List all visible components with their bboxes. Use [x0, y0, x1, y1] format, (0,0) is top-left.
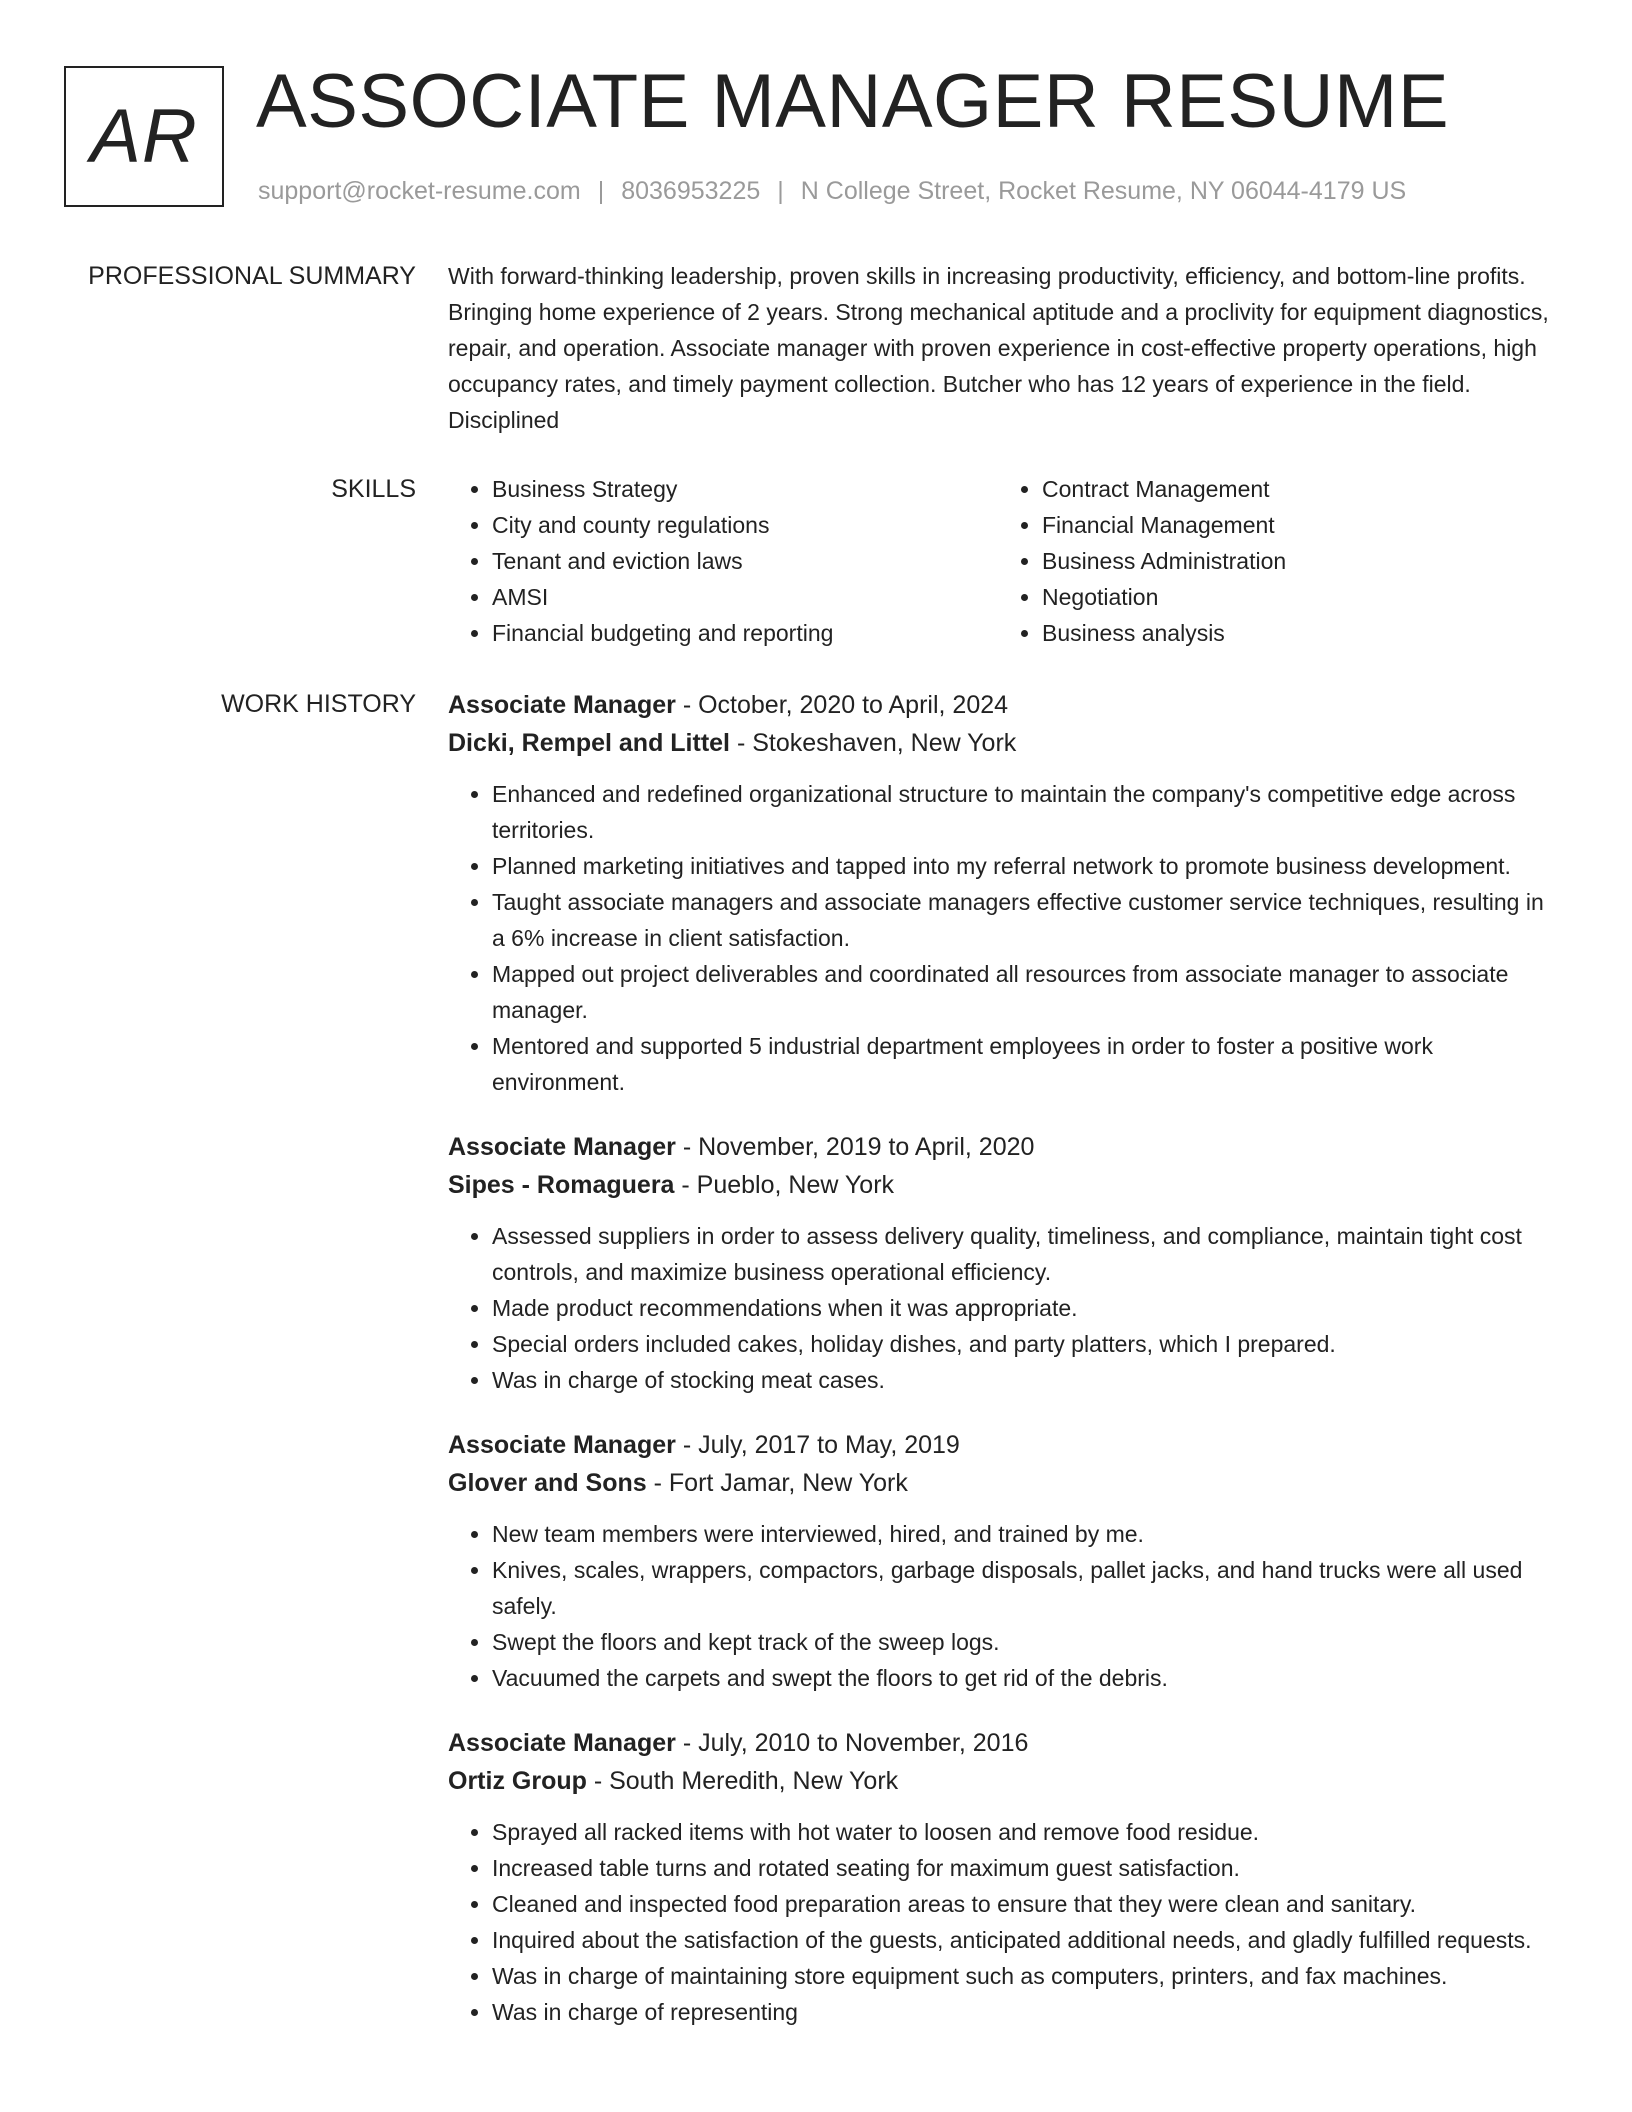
job-bullet: • Taught associate managers and associate managers effective customer service techniques, resulting in a 6% increase in client satisfaction. [492, 884, 1560, 956]
skills-list-right [998, 471, 1286, 651]
section-label-skills: SKILLS [331, 475, 416, 503]
work-history-section [448, 686, 1560, 2058]
job-company-line [448, 1464, 1560, 1502]
skill-item: • Business analysis [1042, 615, 1286, 651]
section-label-summary: PROFESSIONAL SUMMARY [88, 262, 416, 290]
job-bullets [448, 1814, 1560, 2030]
job-location: - Stokeshaven, New York [730, 729, 1017, 757]
contact-separator: | [597, 177, 605, 205]
skills-list-left [448, 471, 998, 651]
job-dates: - October, 2020 to April, 2024 [675, 691, 1009, 719]
job-bullet: • Knives, scales, wrappers, compactors, garbage disposals, pallet jacks, and hand trucks were all used safely. [492, 1552, 1560, 1624]
job-location: - Pueblo, New York [674, 1171, 895, 1199]
skill-item: • AMSI [492, 579, 998, 615]
job-title: Associate Manager [448, 691, 676, 719]
skills-section [448, 471, 1560, 651]
job-title-line [448, 1128, 1560, 1166]
job-bullet: • Was in charge of representing [492, 1994, 1560, 2030]
skill-item: • Financial Management [1042, 507, 1286, 543]
job-bullet: • Vacuumed the carpets and swept the floors to get rid of the debris. [492, 1660, 1560, 1696]
job-company-line [448, 1762, 1560, 1800]
skill-item: • Tenant and eviction laws [492, 543, 998, 579]
skills-columns [448, 471, 1560, 651]
job-title: Associate Manager [448, 1133, 676, 1161]
job-bullet: • Swept the floors and kept track of the sweep logs. [492, 1624, 1560, 1660]
job-company: Sipes - Romaguera [448, 1171, 675, 1199]
job-dates: - July, 2010 to November, 2016 [675, 1729, 1029, 1757]
job-location: - South Meredith, New York [586, 1767, 899, 1795]
job-bullet: • Inquired about the satisfaction of the guests, anticipated additional needs, and gladly fulfilled requests. [492, 1922, 1560, 1958]
job-company-line [448, 1166, 1560, 1204]
job-bullet: • Mapped out project deliverables and coordinated all resources from associate manager to associate manager. [492, 956, 1560, 1028]
job-company: Dicki, Rempel and Littel [448, 729, 731, 757]
job-bullet: • Planned marketing initiatives and tapped into my referral network to promote business development. [492, 848, 1560, 884]
job-entry [448, 1426, 1560, 1696]
job-location: - Fort Jamar, New York [646, 1469, 908, 1497]
section-label-work-history: WORK HISTORY [221, 690, 416, 718]
job-bullets [448, 776, 1560, 1100]
summary-section [448, 258, 1560, 438]
job-bullet: • Special orders included cakes, holiday dishes, and party platters, which I prepared. [492, 1326, 1560, 1362]
job-bullets [448, 1218, 1560, 1398]
job-title-line [448, 1724, 1560, 1762]
skill-item: • Negotiation [1042, 579, 1286, 615]
job-company: Ortiz Group [448, 1767, 587, 1795]
skill-item: • Financial budgeting and reporting [492, 615, 998, 651]
job-bullet: • Cleaned and inspected food preparation areas to ensure that they were clean and sanitary. [492, 1886, 1560, 1922]
contact-separator: | [777, 177, 784, 205]
contact-line [258, 174, 1406, 208]
job-company-line [448, 724, 1560, 762]
job-title-line [448, 686, 1560, 724]
job-bullet: • Sprayed all racked items with hot water to loosen and remove food residue. [492, 1814, 1560, 1850]
skill-item: • Business Administration [1042, 543, 1286, 579]
job-title: Associate Manager [448, 1729, 676, 1757]
job-bullet: • Increased table turns and rotated seating for maximum guest satisfaction. [492, 1850, 1560, 1886]
contact-email: support@rocket-resume.com [258, 177, 581, 205]
job-bullet: • Assessed suppliers in order to assess delivery quality, timeliness, and compliance, maintain tight cost controls, and maximize business operational efficiency. [492, 1218, 1560, 1290]
contact-phone: 8036953225 [621, 177, 761, 205]
job-bullet: • Mentored and supported 5 industrial department employees in order to foster a positive work environment. [492, 1028, 1560, 1100]
job-bullet: • Enhanced and redefined organizational structure to maintain the company's competitive edge across territories. [492, 776, 1560, 848]
job-bullets [448, 1516, 1560, 1696]
job-entry [448, 1128, 1560, 1398]
monogram-logo [64, 66, 224, 207]
skill-item: • Contract Management [1042, 471, 1286, 507]
job-title: Associate Manager [448, 1431, 676, 1459]
resume-title: ASSOCIATE MANAGER RESUME [256, 59, 1450, 144]
job-entry [448, 1724, 1560, 2030]
job-bullet: • Was in charge of maintaining store equipment such as computers, printers, and fax machines. [492, 1958, 1560, 1994]
job-entry [448, 686, 1560, 1100]
job-company: Glover and Sons [448, 1469, 647, 1497]
job-title-line [448, 1426, 1560, 1464]
monogram-initials: AR [90, 94, 198, 179]
job-bullet: • Was in charge of stocking meat cases. [492, 1362, 1560, 1398]
job-dates: - July, 2017 to May, 2019 [675, 1431, 960, 1459]
skill-item: • City and county regulations [492, 507, 998, 543]
contact-address: N College Street, Rocket Resume, NY 06044-4179 US [800, 177, 1407, 205]
job-bullet: • Made product recommendations when it was appropriate. [492, 1290, 1560, 1326]
skill-item: • Business Strategy [492, 471, 998, 507]
job-bullet: • New team members were interviewed, hired, and trained by me. [492, 1516, 1560, 1552]
job-dates: - November, 2019 to April, 2020 [675, 1133, 1035, 1161]
summary-text: With forward-thinking leadership, proven skills in increasing productivity, efficiency, and bottom-line profits. Bringing home experience of 2 years. Strong mechanical aptitude and a proclivity for equipment diagnostics, repair, and operation. Associate manager with proven experience in cost-effective property operations, high occupancy rates, and timely payment collection. Butcher who has 12 years of experience in the field. Disciplined [448, 263, 1549, 433]
